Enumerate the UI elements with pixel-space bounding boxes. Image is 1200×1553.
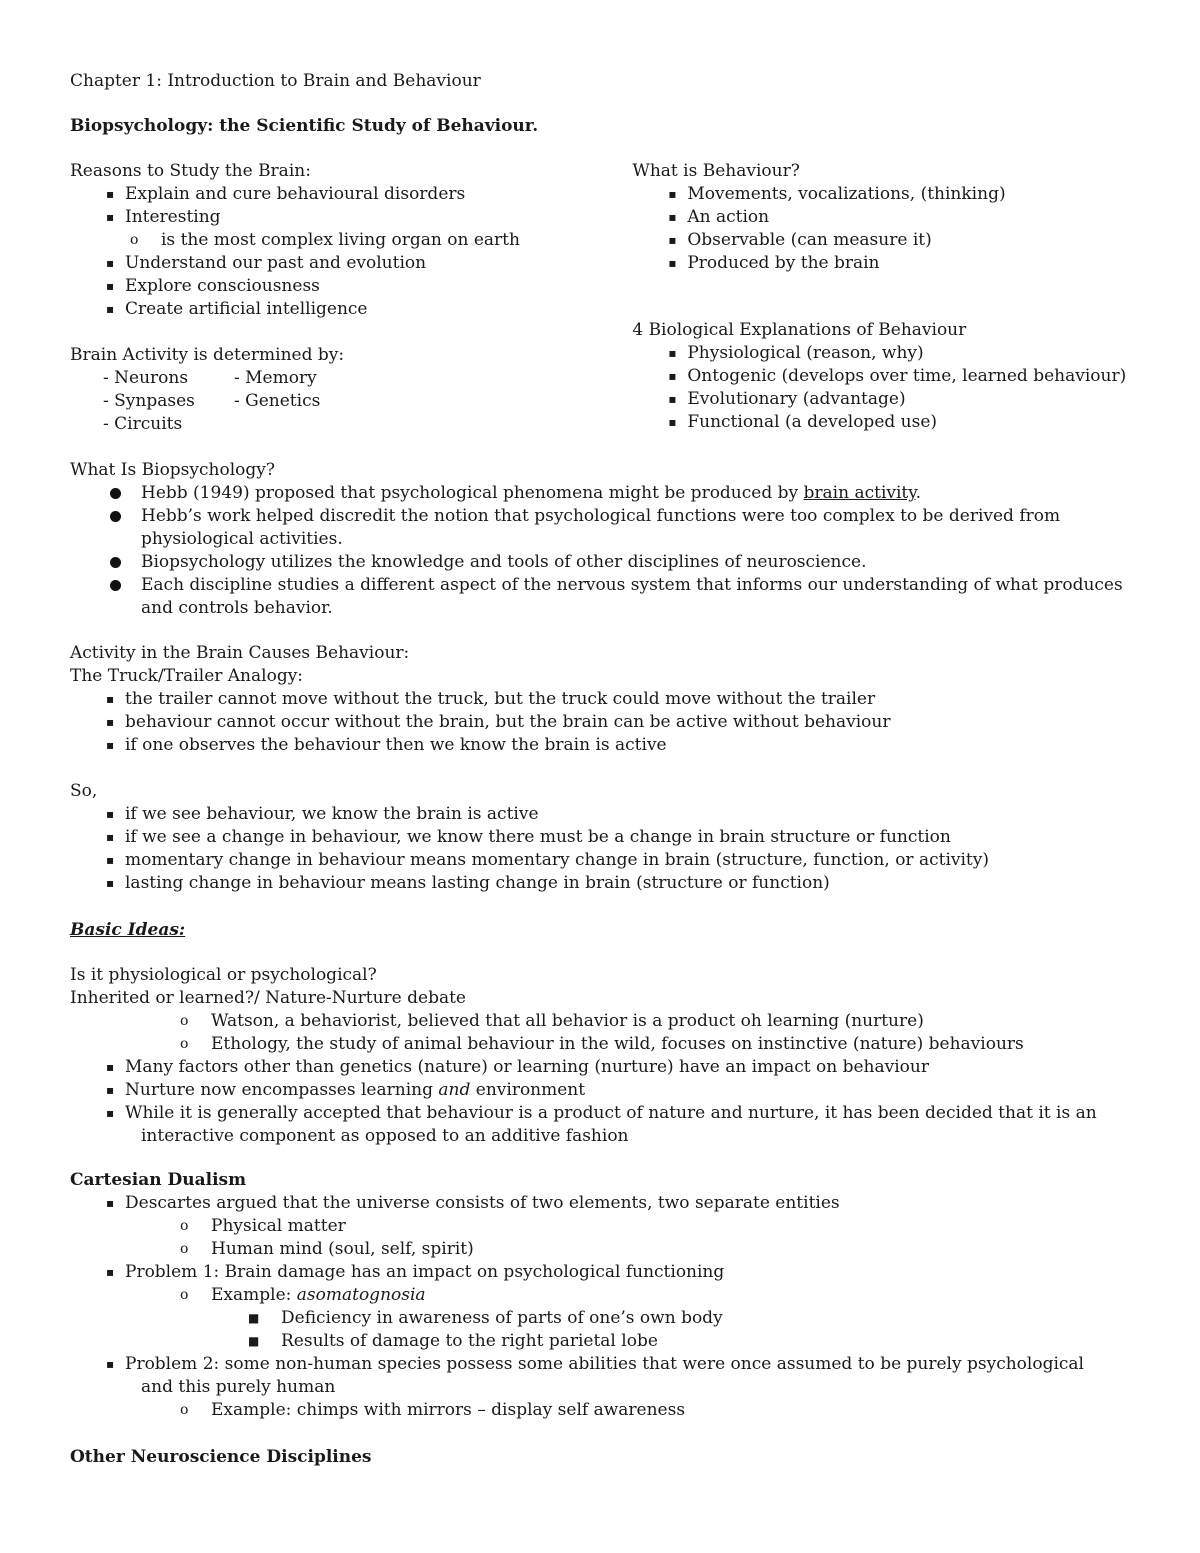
list-item: ▪ An action xyxy=(668,207,770,227)
explanations-heading: 4 Biological Explanations of Behaviour xyxy=(632,320,967,340)
list-item: ▪ Explore consciousness xyxy=(106,276,320,296)
square-bullet-icon: ▪ xyxy=(106,1083,115,1097)
determinant-item: - Genetics xyxy=(234,391,321,411)
filled-circle-bullet-icon xyxy=(110,511,121,522)
determinant-item: - Synpases xyxy=(103,391,195,411)
square-bullet-icon: ▪ xyxy=(106,187,115,201)
underlined-term: brain activity xyxy=(803,483,916,503)
chapter-title: Chapter 1: Introduction to Brain and Behaviour xyxy=(70,71,481,91)
list-item: ▪ behaviour cannot occur without the brain, but the brain can be active without behaviour xyxy=(106,712,891,732)
so-list xyxy=(70,803,1130,895)
square-bullet-icon: ▪ xyxy=(668,210,677,224)
circle-bullet-icon: o xyxy=(180,1402,189,1418)
sub-list-item: o Watson, a behaviorist, believed that all behavior is a product oh learning (nurture) xyxy=(180,1011,924,1031)
section-title: Biopsychology: the Scientific Study of Behaviour. xyxy=(70,116,539,136)
square-bullet-icon: ▪ xyxy=(106,853,115,867)
list-item: ▪ Nurture now encompasses learning and environment xyxy=(106,1080,586,1100)
analogy-heading: The Truck/Trailer Analogy: xyxy=(70,666,304,686)
list-item: ▪ Understand our past and evolution xyxy=(106,253,427,273)
list-item: ▪ Descartes argued that the universe consists of two elements, two separate entities xyxy=(106,1193,840,1213)
square-bullet-icon: ▪ xyxy=(106,738,115,752)
sub-list-item: o Human mind (soul, self, spirit) xyxy=(180,1239,474,1259)
square-bullet-icon: ▪ xyxy=(668,415,677,429)
square-bullet-icon: ▪ xyxy=(106,1060,115,1074)
list-item: ▪ While it is generally accepted that behaviour is a product of nature and nurture, it has been decided that it is an interactive component as opposed to an additive fashion xyxy=(106,1103,1097,1146)
left-column xyxy=(70,160,632,436)
right-column xyxy=(632,160,1130,436)
filled-circle-bullet-icon xyxy=(110,580,121,591)
list-item: ▪ Ontogenic (develops over time, learned behaviour) xyxy=(668,366,1127,386)
other-disciplines-heading: Other Neuroscience Disciplines xyxy=(70,1447,372,1467)
square-bullet-icon: ▪ xyxy=(668,392,677,406)
sub-list-item: o Physical matter xyxy=(180,1216,346,1236)
behaviour-list xyxy=(632,183,1130,275)
square-bullet-icon: ▪ xyxy=(668,187,677,201)
reasons-list xyxy=(70,183,632,321)
square-bullet-icon: ▪ xyxy=(106,692,115,706)
sub-list-item: o Example: asomatognosia xyxy=(180,1285,426,1305)
square-bullet-icon: ▪ xyxy=(106,256,115,270)
basic-list xyxy=(70,1056,1130,1148)
list-item: ▪ lasting change in behaviour means lasting change in brain (structure or function) xyxy=(106,873,830,893)
list-item: ▪ momentary change in behaviour means momentary change in brain (structure, function, or activity) xyxy=(106,850,989,870)
filled-circle-bullet-icon xyxy=(110,488,121,499)
document-page xyxy=(70,70,1130,1469)
sub-list-item: o is the most complex living organ on earth xyxy=(130,230,520,250)
square-bullet-icon: ▪ xyxy=(106,1106,115,1120)
square-bullet-icon: ▪ xyxy=(106,279,115,293)
list-item: ▪ if we see a change in behaviour, we know there must be a change in brain structure or function xyxy=(106,827,951,847)
list-item: Hebb’s work helped discredit the notion that psychological functions were too complex to be derived from physiological activities. xyxy=(70,505,1130,551)
basic-question-2: Inherited or learned?/ Nature-Nurture debate xyxy=(70,988,466,1008)
list-item: ▪ Problem 1: Brain damage has an impact on psychological functioning xyxy=(106,1262,725,1282)
square-bullet-icon: ▪ xyxy=(668,369,677,383)
list-item: ▪ Create artificial intelligence xyxy=(106,299,368,319)
square-bullet-icon: ▪ xyxy=(106,876,115,890)
activity-heading: Brain Activity is determined by: xyxy=(70,345,345,365)
list-item: ▪ Evolutionary (advantage) xyxy=(668,389,906,409)
list-item: ▪ Observable (can measure it) xyxy=(668,230,932,250)
square-bullet-icon: ▪ xyxy=(668,256,677,270)
list-item: Hebb (1949) proposed that psychological phenomena might be produced by brain activity. xyxy=(70,482,1130,505)
basic-question-1: Is it physiological or psychological? xyxy=(70,965,377,985)
list-item: ▪ Problem 2: some non-human species possess some abilities that were once assumed to be purely psychological and this purely human xyxy=(106,1354,1084,1397)
circle-bullet-icon: o xyxy=(180,1013,189,1029)
two-column-section xyxy=(70,160,1130,436)
square-bullet-icon: ▪ xyxy=(106,1357,115,1371)
circle-bullet-icon: o xyxy=(130,232,139,248)
square-bullet-icon: ▪ xyxy=(106,210,115,224)
list-item: Biopsychology utilizes the knowledge and tools of other disciplines of neuroscience. xyxy=(70,551,1130,574)
circle-bullet-icon: o xyxy=(180,1287,189,1303)
square-bullet-icon: ▪ xyxy=(106,830,115,844)
determinant-item: - Memory xyxy=(234,368,317,388)
dualism-heading: Cartesian Dualism xyxy=(70,1170,247,1190)
square-bullet-icon: ▪ xyxy=(106,302,115,316)
list-item: ▪ Interesting xyxy=(106,207,221,227)
basic-ideas-heading: Basic Ideas: xyxy=(70,920,186,940)
list-item: ▪ Movements, vocalizations, (thinking) xyxy=(668,184,1006,204)
causes-heading: Activity in the Brain Causes Behaviour: xyxy=(70,643,410,663)
list-item: ▪ the trailer cannot move without the truck, but the truck could move without the trailer xyxy=(106,689,876,709)
list-item: ▪ if we see behaviour, we know the brain is active xyxy=(106,804,539,824)
square-bullet-icon: ▪ xyxy=(106,1196,115,1210)
square-bullet-icon: ▪ xyxy=(668,233,677,247)
list-item: Each discipline studies a different aspect of the nervous system that informs our understanding of what produces and controls behavior. xyxy=(70,574,1130,620)
so-heading: So, xyxy=(70,781,98,801)
square-bullet-icon: ▪ xyxy=(668,346,677,360)
sub-list-item: o Example: chimps with mirrors – display self awareness xyxy=(180,1400,686,1420)
sub-list-item: o Ethology, the study of animal behaviour in the wild, focuses on instinctive (nature) behaviours xyxy=(180,1034,1024,1054)
determinant-item: - Neurons xyxy=(103,368,189,388)
behaviour-heading: What is Behaviour? xyxy=(632,161,800,181)
sub-sub-list-item: ■ Deficiency in awareness of parts of one’s own body xyxy=(248,1308,723,1328)
determinant-item: - Circuits xyxy=(103,414,183,434)
list-item: ▪ Produced by the brain xyxy=(668,253,880,273)
square-bullet-icon: ▪ xyxy=(106,1265,115,1279)
list-item: ▪ Many factors other than genetics (nature) or learning (nurture) have an impact on behaviour xyxy=(106,1057,929,1077)
list-item: ▪ Physiological (reason, why) xyxy=(668,343,924,363)
biopsych-heading: What Is Biopsychology? xyxy=(70,460,275,480)
list-item: ▪ Explain and cure behavioural disorders xyxy=(106,184,466,204)
list-item: ▪ if one observes the behaviour then we know the brain is active xyxy=(106,735,667,755)
analogy-list xyxy=(70,688,1130,757)
circle-bullet-icon: o xyxy=(180,1241,189,1257)
square-bullet-icon: ▪ xyxy=(106,807,115,821)
activity-determinants xyxy=(70,367,632,436)
filled-circle-bullet-icon xyxy=(110,557,121,568)
sub-sub-list-item: ■ Results of damage to the right parietal lobe xyxy=(248,1331,658,1351)
square-bullet-icon: ▪ xyxy=(106,715,115,729)
filled-square-bullet-icon: ■ xyxy=(248,1311,260,1325)
reasons-heading: Reasons to Study the Brain: xyxy=(70,161,311,181)
list-item: ▪ Functional (a developed use) xyxy=(668,412,938,432)
circle-bullet-icon: o xyxy=(180,1218,189,1234)
filled-square-bullet-icon: ■ xyxy=(248,1334,260,1348)
circle-bullet-icon: o xyxy=(180,1036,189,1052)
biopsych-list xyxy=(70,482,1130,620)
dualism-list xyxy=(70,1192,1130,1422)
explanations-list xyxy=(632,342,1130,434)
